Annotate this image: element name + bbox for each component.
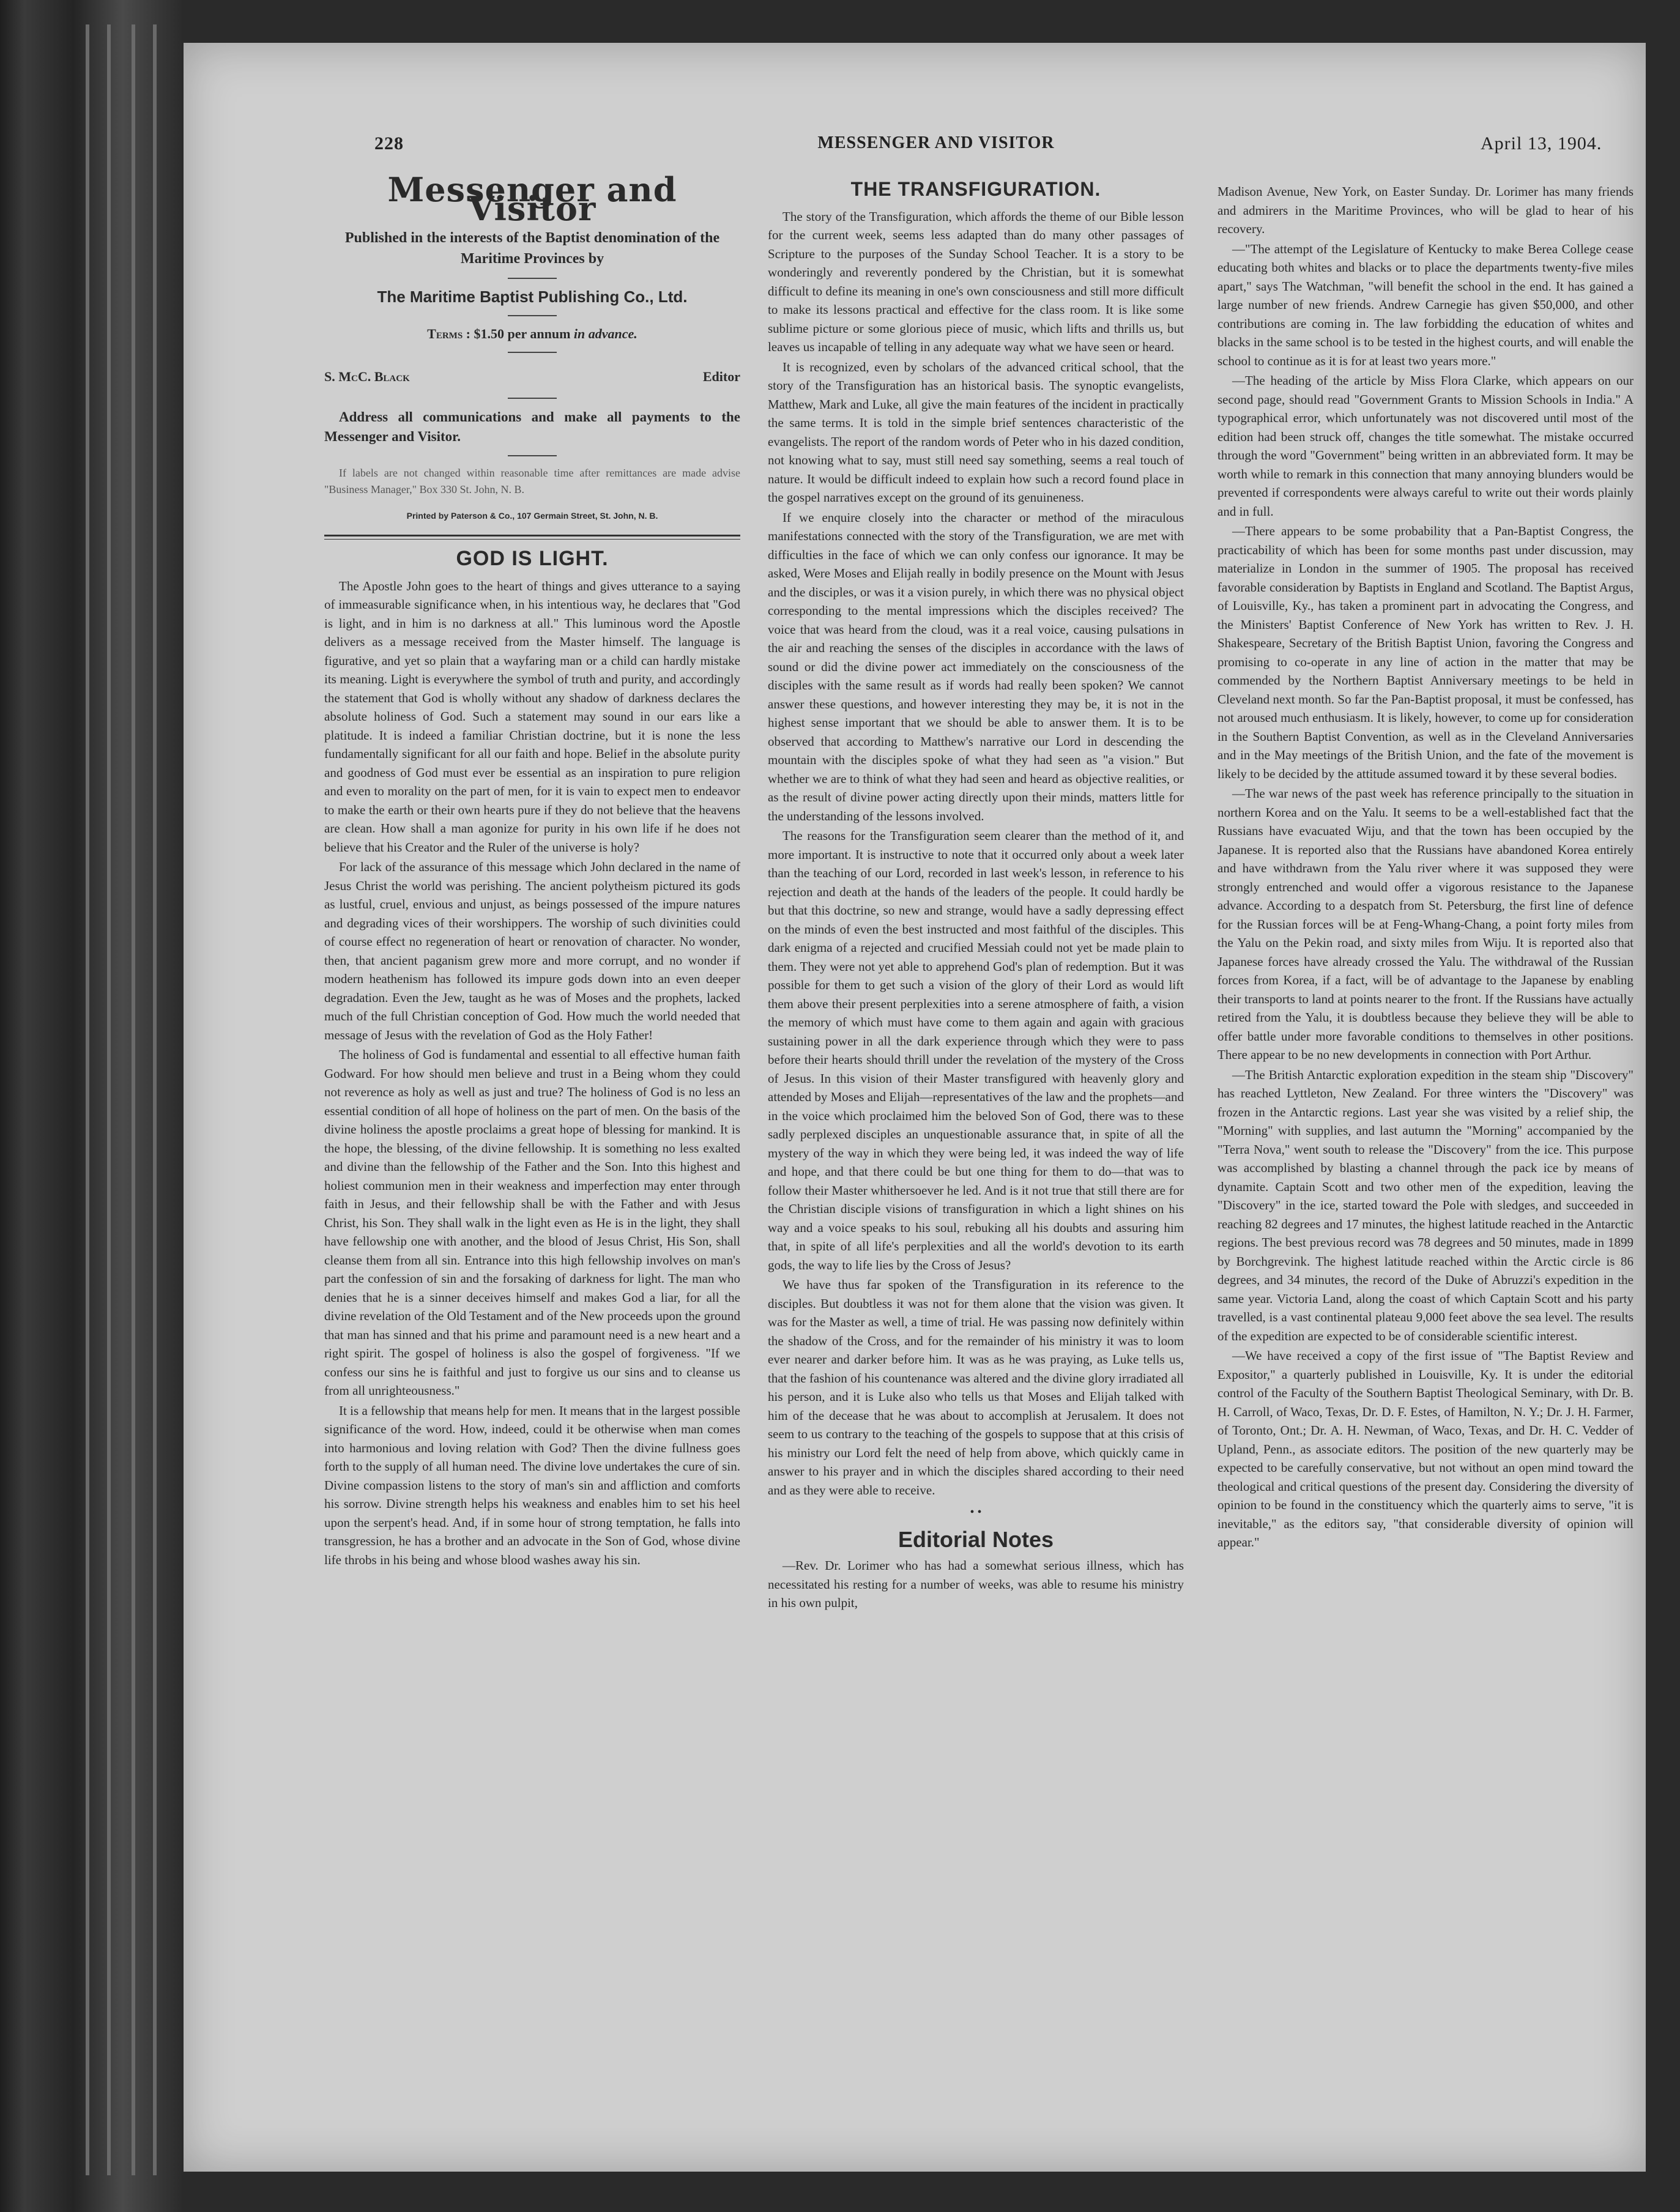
divider	[508, 278, 557, 279]
transfiguration-paragraph: It is recognized, even by scholars of the advanced critical school, that the story of the Transfiguration has an historical basis. The synoptic evangelists, Matthew, Mark and Luke, all give the main features of the incident in practically the same terms. It is told in the simple brief sentences characteristic of the evangelists. The report of the random words of Peter who in his dazed condition, not knowing what to say, must still need say something, seems a real touch of nature. It would be difficult indeed to explain how such a record found place in the gospel narratives except on the ground of its genuineness.	[768, 359, 1184, 505]
god-is-light-paragraph: For lack of the assurance of this message which John declared in the name of Jesus Christ the world was perishing. The ancient polytheism pictured its gods as lustful, cruel, envious and unjust, as beings possessed of the impure natures and degrading vices of their worshippers. The worship of such divinities could of course effect no regeneration of heart or renovation of character. No wonder, then, that ancient paganism grew more and more corrupt, and no wonder if modern heathenism has followed its impure gods down into an even deeper degradation. Even the Jew, taught as he was of Moses and the prophets, lacked much of the full Christian conception of God. How much the world needed that message of Jesus with the revelation of God as the Holy Father!	[324, 859, 740, 1042]
transfiguration-paragraph: We have thus far spoken of the Transfiguration in its reference to the disciples. But doubtless it was not for them alone that the vision was given. It was for the Master as well, a time of trial. He was passing now definitely within the shadow of the Cross, and for the remainder of his ministry it was to loom ever nearer and darker before him. It was as he was praying, as Luke tells us, that the fashion of his countenance was altered and the divine glory irradiated all his person, and it is Luke also who tells us that Moses and Elijah talked with him of the decease that he was about to accomplish at Jerusalem. It does not seem to us contrary to the teaching of the gospels to suppose that at this crisis of his ministry our Lord felt the need of help from above, which quickly came in answer to his prayer and in which the disciples shared according to their need and as they were able to receive.	[768, 1277, 1184, 1498]
column-2	[768, 176, 1184, 1614]
god-is-light-paragraph: The Apostle John goes to the heart of things and gives utterance to a saying of immeasurable significance when, in his intentious way, he declares that "God is light, and in him is no darkness at all." This luminous word the Apostle delivers as a message received from the Master himself. The language is figurative, and yet so plain that a wayfaring man or a child can hardly mistake its meaning. Light is everywhere the symbol of truth and purity, and accordingly the statement that God is wholly without any shadow of darkness declares the absolute holiness of God. Such a statement may sound in our ears like a platitude. It is indeed a familiar Christian doctrine, but it is none the less fundamentally significant for all our faith and hope. Belief in the absolute purity and goodness of God must ever be essential as an inspiration to pure religion and even to morality on the part of men, for it is vain to expect men to endeavor to make the earth or their own hearts pure if they do not believe that the heavens are clean. How shall a man agonize for purity in his own life if he does not believe that his Creator and the Ruler of the universe is holy?	[324, 578, 740, 855]
terms-value: $1.50 per annum	[474, 325, 571, 341]
divider	[508, 315, 557, 316]
divider	[508, 352, 557, 353]
running-title: MESSENGER AND VISITOR	[817, 133, 1055, 152]
editor-name: S. McC. Black	[324, 369, 410, 384]
notes-paragraph: —The war news of the past week has reference principally to the situation in northern Korea and on the Yalu. It seems to be a well-established fact that the Russians have evacuated Wiju, and that the town has been occupied by the Japanese. It is reported also that the Russians have abandoned Korea entirely and have withdrawn from the Yalu river where it was supposed they were strongly entrenched and would offer a vigorous resistance to the Japanese advance. According to a despatch from St. Petersburg, the first line of defence for the Russian forces will be at Feng-Whang-Chang, a point forty miles from the Yalu on the Pekin road, and sixty miles from Wiju. It is reported also that Japanese forces have already crossed the Yalu. The withdrawal of the Russian forces from Korea, if a fact, will be of advantage to the Japanese by enabling their transports to land at points nearer to the front. If the Russians have actually retired from the Yalu, it is doubtless because they believe they will be able to offer battle under more favorable conditions to themselves in other positions. There appear to be no new developments in connection with Port Arthur.	[1217, 786, 1634, 1062]
god-is-light-paragraph: The holiness of God is fundamental and essential to all effective human faith Godward. For how should men believe and trust in a Being whom they could not reverence as holy as well as just and true? The holiness of God is no less an essential condition of all hope of holiness on the part of men. On the basis of the divine holiness the apostle proclaims a great hope of blessing for mankind. It is the hope, the blessing, of the divine fellowship. It is something no less exalted and divine than the fellowship of the Father and the Son. Into this highest and holiest communion men in their weakness and imperfection may enter through faith in Jesus, and their fellowship shall be with the Father and with Jesus Christ, his Son. They shall walk in the light even as He is in the light, they shall have fellowship one with another, and the blood of Jesus Christ, His Son, shall cleanse them from all sin. Entrance into this high fellowship involves on man's part the confession of sin and the forsaking of darkness for light. The man who denies that he is a sinner deceives himself and makes God a liar, for all the divine revelation of the Old Testament and of the New proceeds upon the ground that man has sinned and that his prime and paramount need is a new heart and a right spirit. The gospel of holiness is also the gospel of forgiveness. "If we confess our sins he is faithful and just to forgive us our sins and to cleanse us from all unrighteousness."	[324, 1047, 740, 1398]
column-1	[324, 170, 740, 1570]
binding-edge	[153, 24, 157, 2175]
editor-label: Editor	[702, 369, 740, 384]
newspaper-page	[184, 43, 1646, 2172]
editor-line	[324, 368, 740, 387]
masthead-published: Published in the interests of the Baptist denomination of the Maritime Provinces by	[344, 230, 720, 267]
transfiguration-paragraph: The reasons for the Transfiguration seem clearer than the method of it, and more important. It is instructive to note that it occurred only about a week later than the teaching of our Lord, recorded in last week's lesson, in reference to his rejection and death at the hands of the leaders of the people. It could hardly be but that this doctrine, so new and strange, would have a sadly depressing effect on the minds of even the best instructed and most faithful of the disciples. This dark enigma of a rejected and crucified Messiah could not yet be made plain to them. They were not yet able to apprehend God's plan of redemption. But it was possible for them to get such a vision of the glory of their Lord as would lift them above their present perplexities into a serene atmosphere of faith, a vision the memory of which must have come to them again and again with gracious sustaining power in all the dark experience through which they were to pass before their hearts should thrill under the revelation of the mystery of the Cross of Jesus. In this vision of their Master transfigured with heavenly glory and attended by Moses and Elijah—representatives of the law and the prophets—and in the voice which proclaimed him the beloved Son of God, there was to these sadly perplexed disciples an unquestionable assurance that, in spite of all the mystery of the way in which they were being led, it was indeed the way of life and hope, and that there could be but one thing for them to do—that was to follow their Master whithersoever he led. And is it not true that still there are for the Christian disciple visions of transfiguration in which a light shines on his way and a voice speaks to his soul, rebuking all his doubts and assuring him that, in spite of all life's perplexities and all the world's devotion to its earth gods, the way to life lies by the Cross of Jesus?	[768, 828, 1184, 1272]
notes-paragraph: —We have received a copy of the first issue of "The Baptist Review and Expositor," a quarterly published in Louisville, Ky. It is under the editorial control of the Faculty of the Southern Baptist Theological Seminary, with Dr. B. H. Carroll, of Waco, Texas, Dr. D. F. Estes, of Hamilton, N. Y.; Dr. J. H. Farmer, of Toronto, Ont.; Dr. A. H. Newman, of Waco, Texas, and Dr. H. C. Vedder of Upland, Penn., as associate editors. The position of the new quarterly may be expected to be carefully conservative, but not without an open mind toward the theological and critical questions of the present day. Considering the diversity of opinion to be found in the constituency which the quarterly aims to serve, "it is inevitable," as the editors say, "that considerable diversity of opinion will appear."	[1217, 1348, 1634, 1550]
page-number: 228	[374, 133, 404, 154]
notes-paragraph: —The British Antarctic exploration expedition in the steam ship "Discovery" has reached Lyttleton, New Zealand. For three winters the "Discovery" was frozen in the Antarctic regions. Last year she was visited by a relief ship, the "Morning" with supplies, and last autumn the "Morning" accompanied by the "Terra Nova," went south to release the "Discovery" from the ice. This purpose was accomplished by blasting a channel through the pack ice by means of dynamite. Captain Scott and two other men of the expedition, leaving the "Discovery" in the ice, started toward the Pole with sledges, and succeeded in reaching 82 degrees and 17 minutes, the highest latitude reached in the Antarctic regions. The best previous record was 78 degrees and 50 minutes, made in 1899 by Borchgrevink. The highest latitude reached within the Arctic circle is 86 degrees, and 34 minutes, the record of the Duke of Abruzzi's expedition in the same year. Victoria Land, along the coast of which Captain Scott and his party travelled, is a vast continental plateau 9,000 feet above the sea level. The results of the expedition are expected to be of considerable scientific interest.	[1217, 1067, 1634, 1343]
terms-note: in advance.	[573, 325, 637, 341]
ornament: • •	[970, 1505, 982, 1519]
printer-line: Printed by Paterson & Co., 107 Germain Street, St. John, N. B.	[406, 510, 658, 521]
notes-paragraph: Madison Avenue, New York, on Easter Sunday. Dr. Lorimer has many friends and admirers in the Maritime Provinces, who will be glad to hear of his recovery.	[1217, 184, 1634, 236]
divider	[508, 455, 557, 456]
masthead-address: Address all communications and make all payments to the Messenger and Visitor.	[324, 409, 740, 444]
masthead-publisher: The Maritime Baptist Publishing Co., Ltd.	[377, 288, 688, 306]
notes-paragraph: —The heading of the article by Miss Flora Clarke, which appears on our second page, should read "Government Grants to Mission Schools in India." A typographical error, which unfortunately was not discovered until most of the edition had been struck off, changes the title somewhat. The mistake occurred through the word "Government" being written in an abbreviated form. It may be worth while to remark in this connection that many annoying blunders would be prevented if correspondents were always careful to write out their words plainly and in full.	[1217, 373, 1634, 519]
binding-edge	[132, 24, 135, 2175]
masthead-title: Messenger and Visitor	[387, 170, 677, 228]
god-is-light-paragraph: It is a fellowship that means help for men. It means that in the largest possible significance of the word. How, indeed, could it be otherwise when man comes into harmonious and loving relation with God? Then the divine fullness goes forth to the supply of all human need. The divine love undertakes the cure of sin. Divine compassion listens to the story of man's sin and affliction and comforts his sorrow. Divine strength helps his weakness and enables him to set his heel upon the serpent's head. And, if in some hour of strong temptation, he falls into transgression, he has a brother and an advocate in the Son of God, whose divine life throbs in his being and whose blood washes away his sin.	[324, 1403, 740, 1567]
editorial-notes-paragraph: —Rev. Dr. Lorimer who has had a somewhat serious illness, which has necessitated his resting for a number of weeks, was able to resume his ministry in his own pulpit,	[768, 1558, 1184, 1610]
divider	[508, 398, 557, 399]
transfiguration-paragraph: If we enquire closely into the character or method of the miraculous manifestations connected with the story of the Transfiguration, we are met with difficulties in the face of which we can only confess our ignorance. It may be asked, Were Moses and Elijah really in bodily presence on the Mount with Jesus and the disciples, or was it a vision purely, in which there was no physical object corresponding to the mental impressions which the disciples received? The voice that was heard from the cloud, was it a real voice, causing pulsations in the air and reaching the senses of the disciples in accordance with the laws of sound or did the divine power act immediately on the consciousness of the disciples with the same result as if words had really been spoken? We cannot answer these questions, and however interesting they may be, it is not in the highest sense important that we should be able to answer them. It is to be observed that according to Matthew's narrative our Lord in descending the mountain with the disciples spoke of what they had seen as "a vision." But whether we are to think of what they had seen and heard as objective realities, or as the result of divine power acting directly upon their minds, matters little for the understanding of the lessons involved.	[768, 510, 1184, 823]
notes-paragraph: —"The attempt of the Legislature of Kentucky to make Berea College cease educating both whites and blacks or to place the departments twenty-five miles apart," says The Watchman, "will benefit the school in the end. It has gained a large number of new friends. Andrew Carnegie has given $50,000, and other contributions are coming in. The law forbidding the education of whites and blacks in the same school is to be tested in the highest courts, and will enable the school to continue as it is for at least two years more."	[1217, 241, 1634, 368]
terms-label: Terms :	[427, 325, 471, 341]
issue-date: April 13, 1904.	[1481, 133, 1602, 154]
double-rule	[324, 535, 740, 540]
editorial-notes-title: Editorial Notes	[898, 1526, 1054, 1552]
transfiguration-title: THE TRANSFIGURATION.	[850, 178, 1101, 200]
god-is-light-title: GOD IS LIGHT.	[456, 547, 609, 570]
binding-edge	[107, 24, 111, 2175]
binding-edge	[86, 24, 89, 2175]
masthead-terms	[324, 325, 740, 344]
notes-paragraph: —There appears to be some probability that a Pan-Baptist Congress, the practicability of which has been for some months past under discussion, may materialize in London in the summer of 1905. The proposal has received favorable consideration by Baptists in England and Scotland. The Baptist Argus, of Louisville, Ky., has taken a prominent part in advocating the Congress, and the Ministers' Baptist Conference of New York has written to Rev. J. H. Shakespeare, Secretary of the British Baptist Union, favoring the Congress and promising to co-operate in any line of action in the matter that may be commended by the Northern Baptist Anniversary meetings to be held in Cleveland next month. So far the Pan-Baptist proposal, it must be confessed, has not aroused much enthusiasm. It is likely, however, to come up for consideration in the Southern Baptist Convention, as well as in the Cleveland Anniversaries and in the May meetings of the British Union, and the fate of the movement is likely to be decided by the attitude assumed toward it by these several bodies.	[1217, 524, 1634, 781]
labels-note: If labels are not changed within reasonable time after remittances are made advise "Business Manager," Box 330 St. John, N. B.	[324, 466, 740, 495]
column-3	[1217, 182, 1634, 1553]
transfiguration-paragraph: The story of the Transfiguration, which affords the theme of our Bible lesson for the current week, seems less adapted than do many other passages of Scripture to the purposes of the Sunday School Teacher. It is a story to be wonderingly and reverently pondered by the Christian, but it is somewhat difficult to define its meaning in one's own consciousness and still more difficult to make its lessons practical and effective for the class room. It is like some sublime picture or some glorious piece of music, which lifts and thrills us, but leaves us incapable of telling in any adequate way what we have seen or heard.	[768, 209, 1184, 354]
